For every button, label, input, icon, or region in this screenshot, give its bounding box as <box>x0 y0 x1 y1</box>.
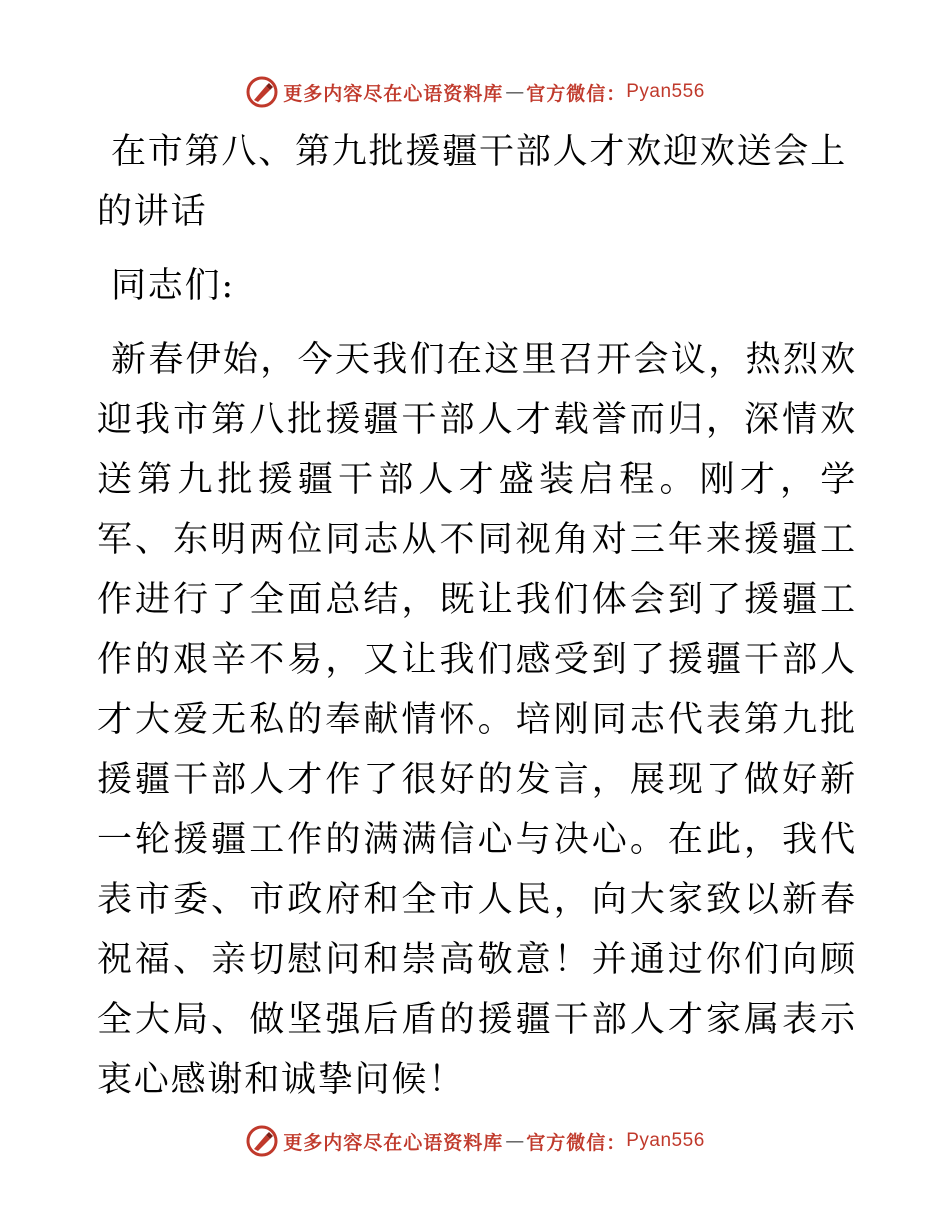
watermark-dash: — <box>505 81 525 103</box>
document-title: 在市第八、第九批援疆干部人才欢迎欢送会上的讲话 <box>97 132 848 232</box>
greeting: 同志们: <box>111 266 235 306</box>
document-body <box>97 122 857 1110</box>
watermark-wechat-id: Pyan556 <box>626 1130 705 1151</box>
paragraph: 新春伊始，今天我们在这里召开会议，热烈欢迎我市第八批援疆干部人才载誉而归，深情欢送第九批援疆干部人才盛装启程。刚才，学军、东明两位同志从不同视角对三年来援疆工作进行了全面总结，既让我们体会到了援疆工作的艰辛不易，又让我们感受到了援疆干部人才大爱无私的奉献情怀。培刚同志代表第九批援疆干部人才作了很好的发言，展现了做好新一轮援疆工作的满满信心与决心。在此，我代表市委、市政府和全市人民，向大家致以新春祝福、亲切慰问和崇高敬意！并通过你们向顾全大局、做坚强后盾的援疆干部人才家属表示衷心感谢和诚挚问候！ <box>97 340 857 1100</box>
watermark-text: 更多内容尽在心语资料库 <box>283 1131 504 1154</box>
footer-watermark <box>0 1121 950 1161</box>
watermark-label: 官方微信： <box>526 1131 627 1154</box>
watermark-label: 官方微信： <box>526 82 627 105</box>
pen-logo-icon <box>245 75 279 109</box>
pen-logo-icon <box>245 1124 279 1158</box>
watermark-dash: — <box>505 1130 525 1152</box>
header-watermark <box>0 72 950 112</box>
watermark-wechat-id: Pyan556 <box>626 81 705 102</box>
watermark-text: 更多内容尽在心语资料库 <box>283 82 504 105</box>
